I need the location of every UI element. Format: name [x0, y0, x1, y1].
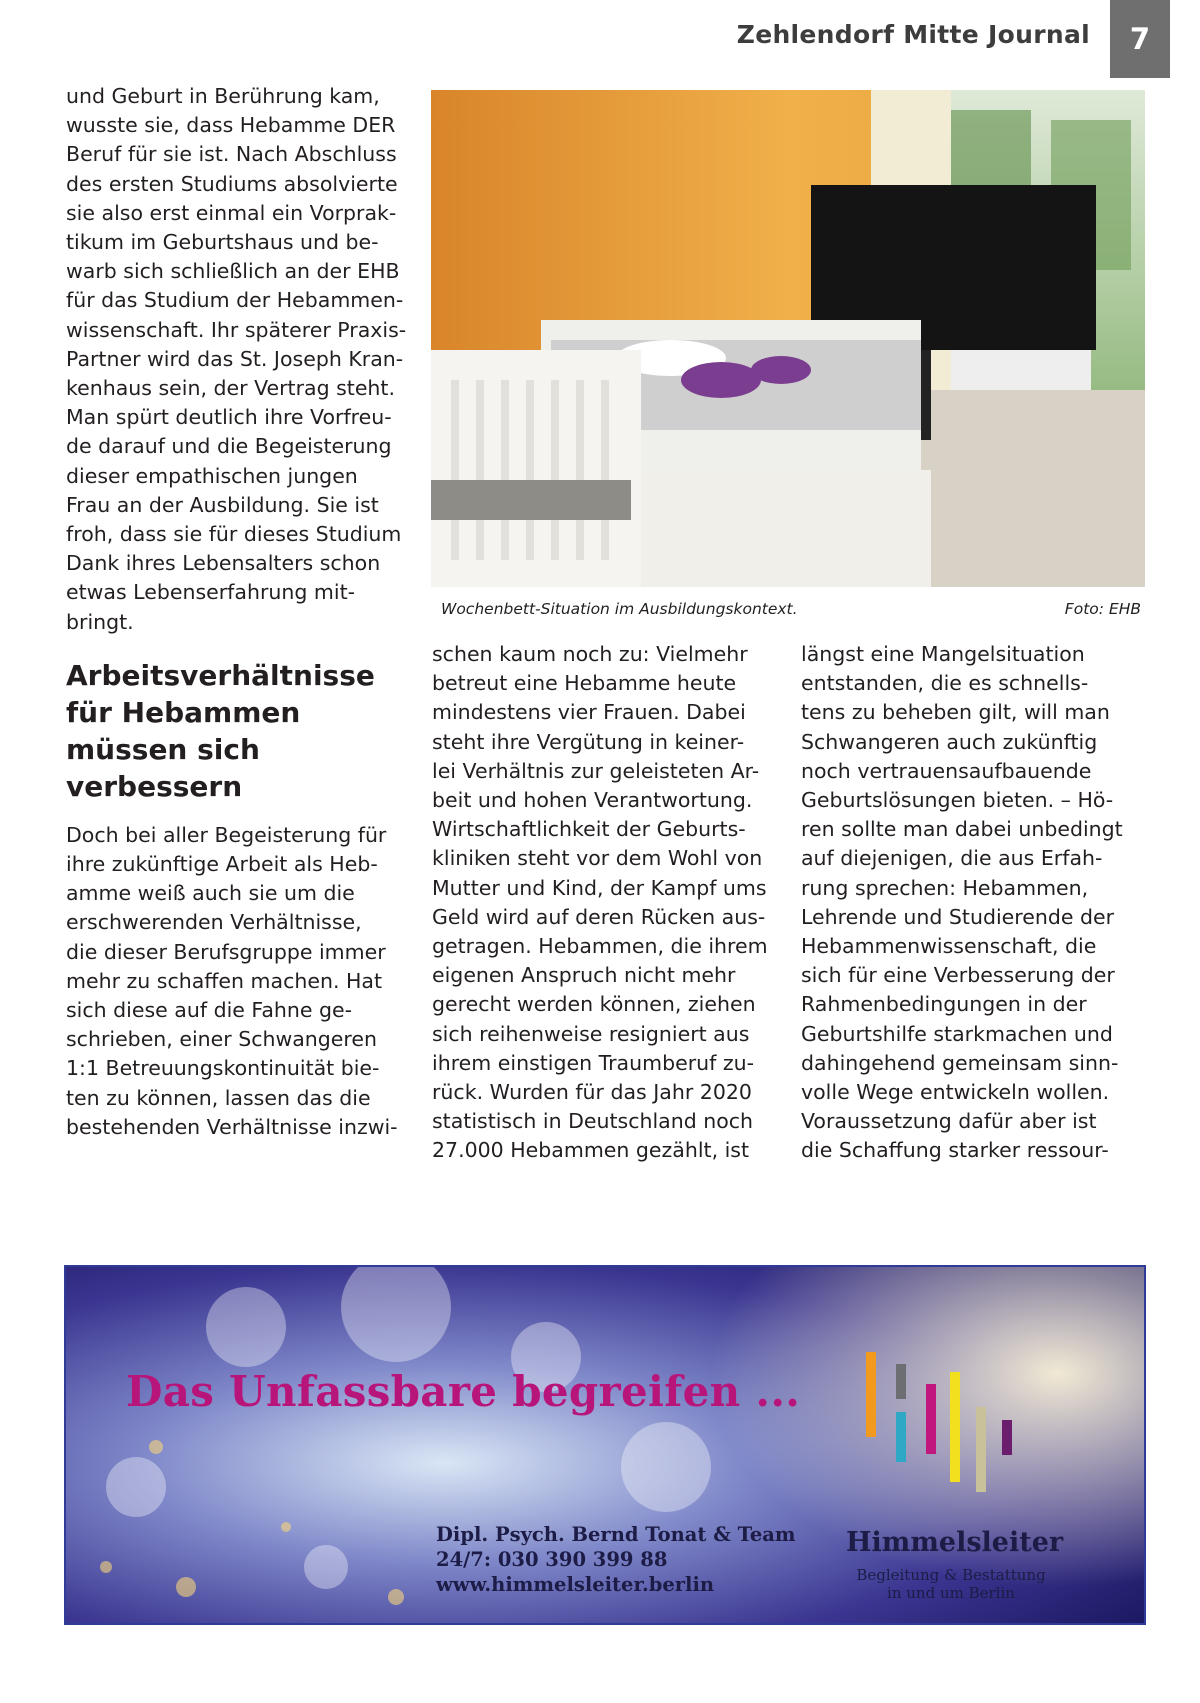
intro-paragraph — [66, 82, 410, 637]
bedroom-photo-illustration — [431, 90, 1145, 587]
text-line: für das Studium der Hebammen- — [66, 288, 404, 313]
text-line: warb sich schließlich an der EHB — [66, 259, 400, 284]
text-line: erschwerenden Verhältnisse, — [66, 910, 362, 935]
text-line: rück. Wurden für das Jahr 2020 — [432, 1080, 752, 1105]
text-line: etwas Lebenserfahrung mit- — [66, 580, 356, 605]
text-line: dahingehend gemeinsam sinn- — [801, 1050, 1119, 1075]
text-line: Man spürt deutlich ihre Vorfreu- — [66, 405, 392, 430]
text-line: und Geburt in Berührung kam, — [66, 84, 380, 108]
text-line: Schwangeren auch zukünftig — [801, 729, 1098, 754]
text-line: bestehenden Verhältnisse inzwi- — [66, 1114, 398, 1139]
text-line: die Schaffung starker ressour- — [801, 1138, 1109, 1163]
text-line: eigenen Anspruch nicht mehr — [432, 963, 736, 988]
text-line: schen kaum noch zu: Vielmehr — [432, 642, 748, 666]
photo-caption — [441, 600, 1141, 618]
text-line: entstanden, die es schnells- — [801, 671, 1089, 696]
text-line: ten zu können, lassen das die — [66, 1085, 371, 1110]
text-line: sie also erst einmal ein Vorprak- — [66, 200, 397, 225]
text-line: Lehrende und Studierende der — [801, 904, 1115, 929]
article-photo — [431, 90, 1145, 587]
article-column-middle — [432, 640, 778, 1166]
text-line: mehr zu schaffen machen. Hat — [66, 968, 382, 993]
text-line: beit und hohen Verantwortung. — [432, 788, 753, 813]
text-line: Mutter und Kind, der Kampf ums — [432, 875, 767, 900]
text-line: volle Wege entwickeln wollen. — [801, 1080, 1110, 1105]
text-line: statistisch in Deutschland noch — [432, 1109, 754, 1134]
text-line: sich diese auf die Fahne ge- — [66, 998, 353, 1023]
article-column-right — [801, 640, 1146, 1166]
text-line: lei Verhältnis zur geleisteten Ar- — [432, 758, 760, 783]
ad-headline: Das Unfassbare begreifen ... — [126, 1367, 801, 1416]
ad-contact-phone[interactable]: 24/7: 030 390 399 88 — [436, 1548, 668, 1571]
ad-brand-block — [846, 1527, 1064, 1602]
text-line: ren sollte man dabei unbedingt — [801, 817, 1123, 842]
text-line: noch vertrauensaufbauende — [801, 758, 1092, 783]
text-line: schrieben, einer Schwangeren — [66, 1027, 377, 1052]
text-line: sich reihenweise resigniert aus — [432, 1021, 750, 1046]
ad-contact-website[interactable]: www.himmelsleiter.berlin — [436, 1573, 715, 1596]
caption-text: Wochenbett-Situation im Ausbildungskontext. — [441, 600, 798, 618]
text-line: Geld wird auf deren Rücken aus- — [432, 904, 766, 929]
ad-contact-block — [436, 1522, 796, 1597]
text-line: bringt. — [66, 609, 134, 634]
text-line: getragen. Hebammen, die ihrem — [432, 934, 768, 959]
text-line: Voraussetzung dafür aber ist — [801, 1109, 1097, 1134]
ad-brand-tagline-line-1: Begleitung & Bestattung — [856, 1566, 1046, 1584]
text-line: rung sprechen: Hebammen, — [801, 875, 1089, 900]
ad-brand-tagline — [846, 1566, 1056, 1602]
text-line: tens zu beheben gilt, will man — [801, 700, 1110, 725]
text-line: ihrem einstigen Traumberuf zu- — [432, 1050, 755, 1075]
article-column-left — [66, 82, 410, 1142]
ad-brand-name: Himmelsleiter — [846, 1527, 1064, 1558]
text-line: mindestens vier Frauen. Dabei — [432, 700, 746, 725]
journal-title: Zehlendorf Mitte Journal — [736, 20, 1090, 49]
text-line: Beruf für sie ist. Nach Abschluss — [66, 142, 397, 167]
advertisement[interactable] — [64, 1265, 1146, 1625]
text-line: längst eine Mangelsituation — [801, 642, 1085, 666]
text-line: Partner wird das St. Joseph Kran- — [66, 346, 404, 371]
text-line: Doch bei aller Begeisterung für — [66, 822, 387, 847]
text-line: auf diejenigen, die aus Erfah- — [801, 846, 1103, 871]
text-line: Wirtschaftlichkeit der Geburts- — [432, 817, 746, 842]
text-line: gerecht werden können, ziehen — [432, 992, 756, 1017]
text-line: wissenschaft. Ihr späterer Praxis- — [66, 317, 407, 342]
text-line: tikum im Geburtshaus und be- — [66, 230, 379, 255]
ad-contact-name: Dipl. Psych. Bernd Tonat & Team — [436, 1523, 796, 1546]
body-paragraph — [66, 821, 410, 1142]
text-line: Frau an der Ausbildung. Sie ist — [66, 492, 379, 517]
text-line: kenhaus sein, der Vertrag steht. — [66, 376, 395, 401]
text-line: de darauf und die Begeisterung — [66, 434, 392, 459]
text-line: sich für eine Verbesserung der — [801, 963, 1115, 988]
text-line: wusste sie, dass Hebamme DER — [66, 113, 396, 138]
text-line: Dank ihres Lebensalters schon — [66, 551, 381, 576]
himmelsleiter-logo-icon — [866, 1352, 1046, 1492]
text-line: die dieser Berufsgruppe immer — [66, 939, 386, 964]
photo-credit: Foto: EHB — [1064, 600, 1141, 618]
text-line: kliniken steht vor dem Wohl von — [432, 846, 763, 871]
text-line: steht ihre Vergütung in keiner- — [432, 729, 745, 754]
text-line: 1:1 Betreuungskontinuität bie- — [66, 1056, 380, 1081]
text-line: Rahmenbedingungen in der — [801, 992, 1087, 1017]
section-subheading: Arbeitsverhältnisse für Hebammen müssen sich verbessern — [66, 658, 375, 803]
text-line: amme weiß auch sie um die — [66, 881, 355, 906]
text-line: Geburtshilfe starkmachen und — [801, 1021, 1113, 1046]
page-number: 7 — [1110, 0, 1170, 78]
text-line: ihre zukünftige Arbeit als Heb- — [66, 852, 378, 877]
text-line: Geburtslösungen bieten. – Hö- — [801, 788, 1114, 813]
text-line: dieser empathischen jungen — [66, 463, 358, 488]
text-line: betreut eine Hebamme heute — [432, 671, 737, 696]
text-line: des ersten Studiums absolvierte — [66, 171, 398, 196]
ad-brand-tagline-line-2: in und um Berlin — [887, 1584, 1015, 1602]
text-line: 27.000 Hebammen gezählt, ist — [432, 1138, 750, 1163]
text-line: froh, dass sie für dieses Studium — [66, 522, 402, 547]
text-line: Hebammenwissenschaft, die — [801, 934, 1097, 959]
